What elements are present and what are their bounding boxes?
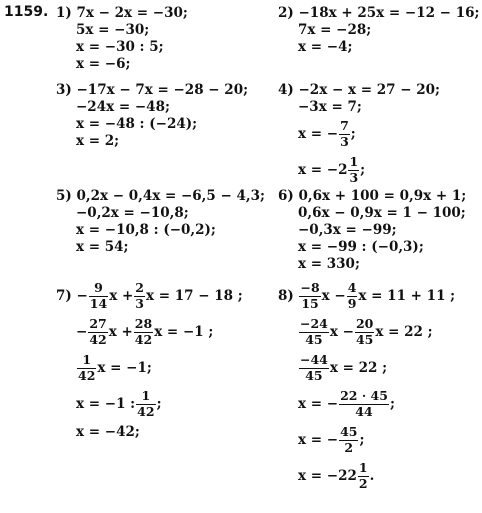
part-4 — [278, 82, 440, 188]
part-5 — [56, 188, 265, 256]
equation-line: −0,2x = −10,8; — [76, 205, 189, 221]
part-8 — [278, 278, 455, 494]
equation-line: 0,2x − 0,4x = −6,5 − 4,3; — [76, 188, 265, 204]
part-label: 7) — [56, 288, 72, 304]
equation-line: x = −99 : (−0,3); — [298, 239, 424, 255]
equation-line: 7x = −28; — [298, 22, 372, 38]
fraction-line: x = −22 $\frac{1}{2}$ . — [298, 460, 375, 491]
part-label: 1) — [56, 5, 72, 21]
fraction-line: x = −1 : $\frac{1}{42}$ ; — [76, 388, 162, 419]
fraction: $\frac{22 \cdot 45}{44}$ — [340, 388, 388, 419]
fraction: $\frac{7}{3}$ — [340, 118, 349, 149]
part-3 — [56, 82, 248, 150]
fraction-line: $\frac{-24}{45}$ x − $\frac{20}{45}$ x = 22 ; — [300, 316, 433, 347]
equation-line: x = −6; — [76, 56, 131, 72]
equation-line: −24x = −48; — [76, 99, 170, 115]
equation-line: 0,6x − 0,9x = 1 − 100; — [298, 205, 466, 221]
part-label: 4) — [278, 82, 294, 98]
part-label: 2) — [278, 5, 294, 21]
part-label: 3) — [56, 82, 72, 98]
fraction: $\frac{28}{42}$ — [134, 316, 153, 347]
equation-line: x = −48 : (−24); — [76, 116, 198, 132]
part-label: 5) — [56, 188, 72, 204]
fraction: $\frac{20}{45}$ — [355, 316, 374, 347]
fraction-line: − $\frac{27}{42}$ x + $\frac{28}{42}$ x = −1 ; — [76, 316, 214, 347]
fraction-line: $\frac{1}{42}$ x = −1; — [78, 352, 152, 383]
part-label: 8) — [278, 288, 294, 304]
equation-line: −17x − 7x = −28 − 20; — [76, 82, 249, 98]
equation-line: x = 54; — [76, 239, 129, 255]
part-1 — [56, 5, 188, 73]
fraction: $\frac{1}{2}$ — [358, 460, 368, 491]
fraction-line: x = − $\frac{7}{3}$ ; — [298, 118, 356, 149]
part-7 — [56, 278, 243, 441]
equation-line: x = −30 : 5; — [76, 39, 164, 55]
equation-line: −18x + 25x = −12 − 16; — [298, 5, 480, 21]
equation-line: 7x − 2x = −30; — [76, 5, 188, 21]
fraction: $\frac{1}{42}$ — [78, 352, 96, 383]
fraction: $\frac{-44}{45}$ — [300, 352, 328, 383]
fraction-line: 8) $\frac{-8}{15}$ x − $\frac{4}{9}$ x = 11 + 11 ; — [278, 280, 456, 311]
fraction: $\frac{4}{9}$ — [347, 280, 357, 311]
equation-line: −2x − x = 27 − 20; — [298, 82, 440, 98]
part-label: 6) — [278, 188, 294, 204]
fraction-line: 7) − $\frac{9}{14}$ x + $\frac{2}{3}$ x = 17 − 18 ; — [56, 280, 243, 311]
part-2 — [278, 5, 479, 56]
equation-line: x = 330; — [298, 256, 360, 272]
equation-line: 5x = −30; — [76, 22, 150, 38]
fraction: $\frac{-24}{45}$ — [300, 316, 328, 347]
fraction-line: x = − $\frac{45}{2}$ ; — [298, 424, 365, 455]
fraction-line: x = −2 $\frac{1}{3}$ ; — [298, 154, 366, 185]
equation-line: 0,6x + 100 = 0,9x + 1; — [298, 188, 467, 204]
fraction: $\frac{1}{42}$ — [137, 388, 155, 419]
fraction: $\frac{27}{42}$ — [89, 316, 107, 347]
part-6 — [278, 188, 466, 273]
fraction: $\frac{-8}{15}$ — [300, 280, 320, 311]
equation-line: x = −42; — [76, 424, 140, 440]
fraction: $\frac{1}{3}$ — [349, 154, 359, 185]
fraction-line: x = − $\frac{22 \cdot 45}{44}$ ; — [298, 388, 395, 419]
problem-number: 1159. — [4, 4, 49, 20]
equation-line: x = −4; — [298, 39, 353, 55]
equation-line: −0,3x = −99; — [298, 222, 397, 238]
fraction-line: $\frac{-44}{45}$ x = 22 ; — [300, 352, 388, 383]
fraction: $\frac{45}{2}$ — [340, 424, 358, 455]
equation-line: x = 2; — [76, 133, 120, 149]
equation-line: x = −10,8 : (−0,2); — [76, 222, 216, 238]
fraction: $\frac{2}{3}$ — [135, 280, 144, 311]
fraction: $\frac{9}{14}$ — [89, 280, 108, 311]
equation-line: −3x = 7; — [298, 99, 362, 115]
